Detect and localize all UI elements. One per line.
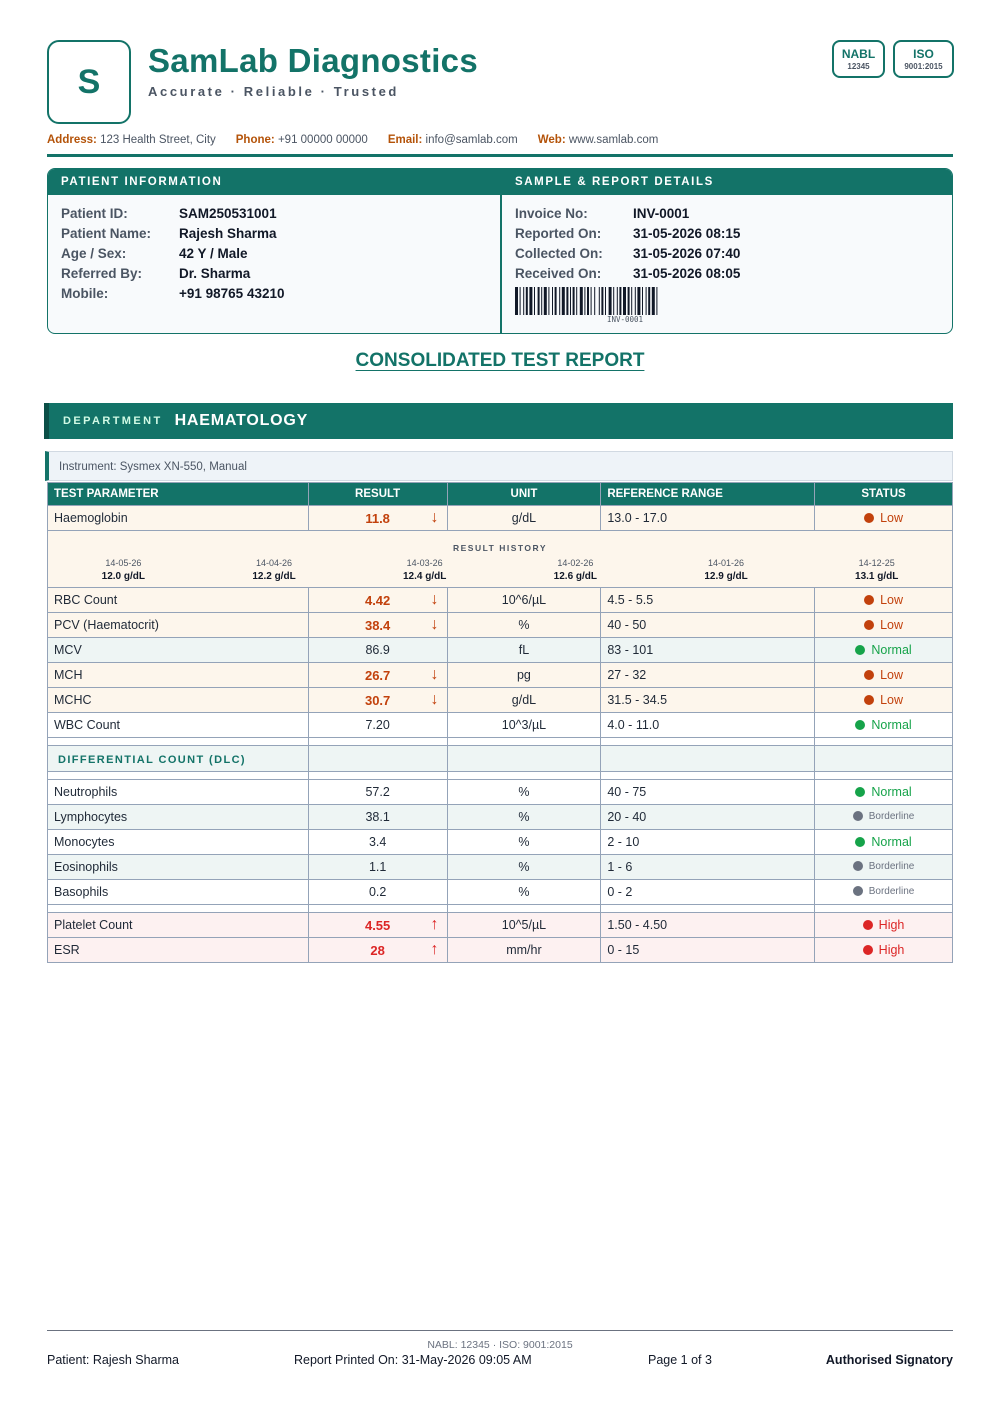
department-name: HAEMATOLOGY [174, 412, 309, 429]
status-dot-icon [853, 886, 863, 896]
unit-value: % [447, 780, 601, 805]
status-dot-icon [864, 670, 874, 680]
result-value: 38.1 [308, 805, 447, 830]
status-dot-icon [853, 861, 863, 871]
range-value: 4.0 - 11.0 [601, 713, 815, 738]
age-sex-row: Age / Sex: 42 Y / Male [61, 246, 248, 261]
param-name: Basophils [48, 880, 309, 905]
param-name: MCH [48, 663, 309, 688]
table-row [48, 688, 953, 713]
range-value: 4.5 - 5.5 [601, 588, 815, 613]
arrow-down-icon: ↓ [430, 509, 439, 526]
unit-value: % [447, 830, 601, 855]
unit-value: % [447, 855, 601, 880]
status-badge: Normal [815, 830, 953, 855]
table-row [48, 880, 953, 905]
result-value: 7.20 [308, 713, 447, 738]
result-value: 4.55 ↑ [308, 913, 447, 938]
status-dot-icon [863, 945, 873, 955]
history-item: 14-05-26 12.0 g/dL [101, 558, 146, 582]
arrow-down-icon: ↓ [430, 616, 439, 633]
status-badge: Low [815, 663, 953, 688]
section-row [48, 746, 953, 772]
table-row [48, 913, 953, 938]
param-name: Platelet Count [48, 913, 309, 938]
unit-value: mm/hr [447, 938, 601, 963]
logo-letter: S [77, 62, 101, 101]
result-value: 26.7 ↓ [308, 663, 447, 688]
status-badge: Low [815, 588, 953, 613]
range-value: 40 - 75 [601, 780, 815, 805]
result-value: 28 ↑ [308, 938, 447, 963]
range-value: 20 - 40 [601, 805, 815, 830]
status-dot-icon [864, 695, 874, 705]
status-dot-icon [855, 720, 865, 730]
table-spacer [48, 738, 953, 746]
result-value: 3.4 [308, 830, 447, 855]
status-badge: Normal [815, 780, 953, 805]
section-label: DIFFERENTIAL COUNT (DLC) [48, 746, 309, 772]
status-dot-icon [855, 645, 865, 655]
unit-value: % [447, 613, 601, 638]
table-row [48, 805, 953, 830]
param-name: Monocytes [48, 830, 309, 855]
contact-email: Email: info@samlab.com [387, 134, 518, 146]
table-row [48, 830, 953, 855]
contact-web: Web: www.samlab.com [537, 134, 659, 146]
unit-value: 10^3/µL [447, 713, 601, 738]
instrument-info: Instrument: Sysmex XN-550, Manual [45, 451, 953, 481]
report-title: CONSOLIDATED TEST REPORT [355, 350, 645, 371]
table-row [48, 638, 953, 663]
status-dot-icon [855, 787, 865, 797]
status-badge: High [815, 913, 953, 938]
reported-on-row: Reported On: 31-05-2026 08:15 [515, 226, 741, 241]
param-name: MCV [48, 638, 309, 663]
status-dot-icon [864, 595, 874, 605]
table-spacer [48, 772, 953, 780]
info-card-divider [500, 169, 502, 334]
table-row [48, 938, 953, 963]
result-value: 30.7 ↓ [308, 688, 447, 713]
table-row [48, 713, 953, 738]
result-value: 86.9 [308, 638, 447, 663]
nabl-badge-number: 12345 [847, 62, 870, 71]
history-item: 14-02-26 12.6 g/dL [553, 558, 598, 582]
param-name: Lymphocytes [48, 805, 309, 830]
patient-name-row: Patient Name: Rajesh Sharma [61, 226, 277, 241]
iso-badge [893, 40, 954, 78]
param-name: Eosinophils [48, 855, 309, 880]
contact-bar [47, 134, 953, 146]
unit-value: g/dL [447, 506, 601, 531]
status-badge: High [815, 938, 953, 963]
param-name: Haemoglobin [48, 506, 309, 531]
history-item: 14-12-25 13.1 g/dL [855, 558, 899, 582]
result-value: 0.2 [308, 880, 447, 905]
col-reference-range: REFERENCE RANGE [601, 483, 815, 506]
status-badge: Low [815, 688, 953, 713]
arrow-up-icon: ↑ [430, 941, 439, 958]
footer-divider [47, 1330, 953, 1331]
received-on-row: Received On: 31-05-2026 08:05 [515, 266, 741, 281]
unit-value: fL [447, 638, 601, 663]
footer-signatory: Authorised Signatory [825, 1353, 953, 1367]
iso-badge-number: 9001:2015 [904, 62, 943, 71]
range-value: 83 - 101 [601, 638, 815, 663]
unit-value: g/dL [447, 688, 601, 713]
footer-page-number: Page 1 of 3 [648, 1353, 712, 1367]
arrow-down-icon: ↓ [430, 691, 439, 708]
status-badge: Normal [815, 638, 953, 663]
status-badge: Borderline [815, 855, 953, 880]
invoice-barcode [515, 287, 735, 315]
param-name: RBC Count [48, 588, 309, 613]
result-value: 57.2 [308, 780, 447, 805]
arrow-up-icon: ↑ [430, 916, 439, 933]
range-value: 31.5 - 34.5 [601, 688, 815, 713]
table-row [48, 506, 953, 531]
status-badge: Borderline [815, 805, 953, 830]
table-row [48, 588, 953, 613]
col-unit: UNIT [447, 483, 601, 506]
status-badge: Normal [815, 713, 953, 738]
range-value: 27 - 32 [601, 663, 815, 688]
barcode-text: INV-0001 [606, 315, 644, 324]
param-name: MCHC [48, 688, 309, 713]
status-dot-icon [864, 620, 874, 630]
footer-cert-line: NABL: 12345 · ISO: 9001:2015 [427, 1339, 573, 1351]
table-row [48, 780, 953, 805]
lab-logo [47, 40, 131, 124]
col-test-parameter: TEST PARAMETER [48, 483, 309, 506]
status-dot-icon [855, 837, 865, 847]
sample-details-heading: SAMPLE & REPORT DETAILS [501, 169, 953, 195]
unit-value: 10^5/µL [447, 913, 601, 938]
footer-printed-on: Report Printed On: 31-May-2026 09:05 AM [294, 1353, 532, 1367]
history-item: 14-03-26 12.4 g/dL [403, 558, 447, 582]
arrow-down-icon: ↓ [430, 591, 439, 608]
iso-badge-title: ISO [913, 47, 934, 61]
range-value: 2 - 10 [601, 830, 815, 855]
history-item: 14-01-26 12.9 g/dL [704, 558, 748, 582]
department-label: DEPARTMENT [63, 415, 163, 427]
status-badge: Low [815, 613, 953, 638]
table-row [48, 663, 953, 688]
footer-patient: Patient: Rajesh Sharma [47, 1353, 180, 1367]
contact-phone: Phone: +91 00000 00000 [235, 134, 368, 146]
lab-tagline: Accurate · Reliable · Trusted [148, 84, 399, 99]
invoice-row: Invoice No: INV-0001 [515, 206, 690, 221]
results-table [47, 482, 953, 963]
result-value: 11.8 ↓ [308, 506, 447, 531]
range-value: 13.0 - 17.0 [601, 506, 815, 531]
param-name: ESR [48, 938, 309, 963]
lab-name: SamLab Diagnostics [148, 42, 478, 79]
status-dot-icon [863, 920, 873, 930]
table-spacer [48, 905, 953, 913]
table-row [48, 613, 953, 638]
nabl-badge [832, 40, 885, 78]
referred-by-row: Referred By: Dr. Sharma [61, 266, 251, 281]
arrow-down-icon: ↓ [430, 666, 439, 683]
unit-value: % [447, 880, 601, 905]
patient-id-row: Patient ID: SAM250531001 [61, 206, 277, 221]
result-history [48, 531, 953, 588]
col-status: STATUS [815, 483, 953, 506]
result-history-title: RESULT HISTORY [452, 543, 548, 553]
history-item: 14-04-26 12.2 g/dL [252, 558, 296, 582]
status-badge: Borderline [815, 880, 953, 905]
result-value: 1.1 [308, 855, 447, 880]
col-result: RESULT [308, 483, 447, 506]
status-dot-icon [853, 811, 863, 821]
mobile-row: Mobile: +91 98765 43210 [61, 286, 285, 301]
unit-value: % [447, 805, 601, 830]
unit-value: pg [447, 663, 601, 688]
collected-on-row: Collected On: 31-05-2026 07:40 [515, 246, 741, 261]
result-value: 4.42 ↓ [308, 588, 447, 613]
department-banner [44, 403, 953, 439]
range-value: 1.50 - 4.50 [601, 913, 815, 938]
table-row [48, 855, 953, 880]
param-name: WBC Count [48, 713, 309, 738]
table-header-row [48, 483, 953, 506]
status-badge: Low [815, 506, 953, 531]
info-card [47, 168, 953, 334]
param-name: PCV (Haematocrit) [48, 613, 309, 638]
result-value: 38.4 ↓ [308, 613, 447, 638]
nabl-badge-title: NABL [841, 47, 876, 61]
contact-address: Address: 123 Health Street, City [47, 134, 216, 146]
range-value: 0 - 2 [601, 880, 815, 905]
range-value: 1 - 6 [601, 855, 815, 880]
unit-value: 10^6/µL [447, 588, 601, 613]
param-name: Neutrophils [48, 780, 309, 805]
header-divider [47, 154, 953, 157]
status-dot-icon [864, 513, 874, 523]
range-value: 0 - 15 [601, 938, 815, 963]
patient-info-heading: PATIENT INFORMATION [48, 169, 500, 195]
range-value: 40 - 50 [601, 613, 815, 638]
result-history-row [48, 531, 953, 588]
